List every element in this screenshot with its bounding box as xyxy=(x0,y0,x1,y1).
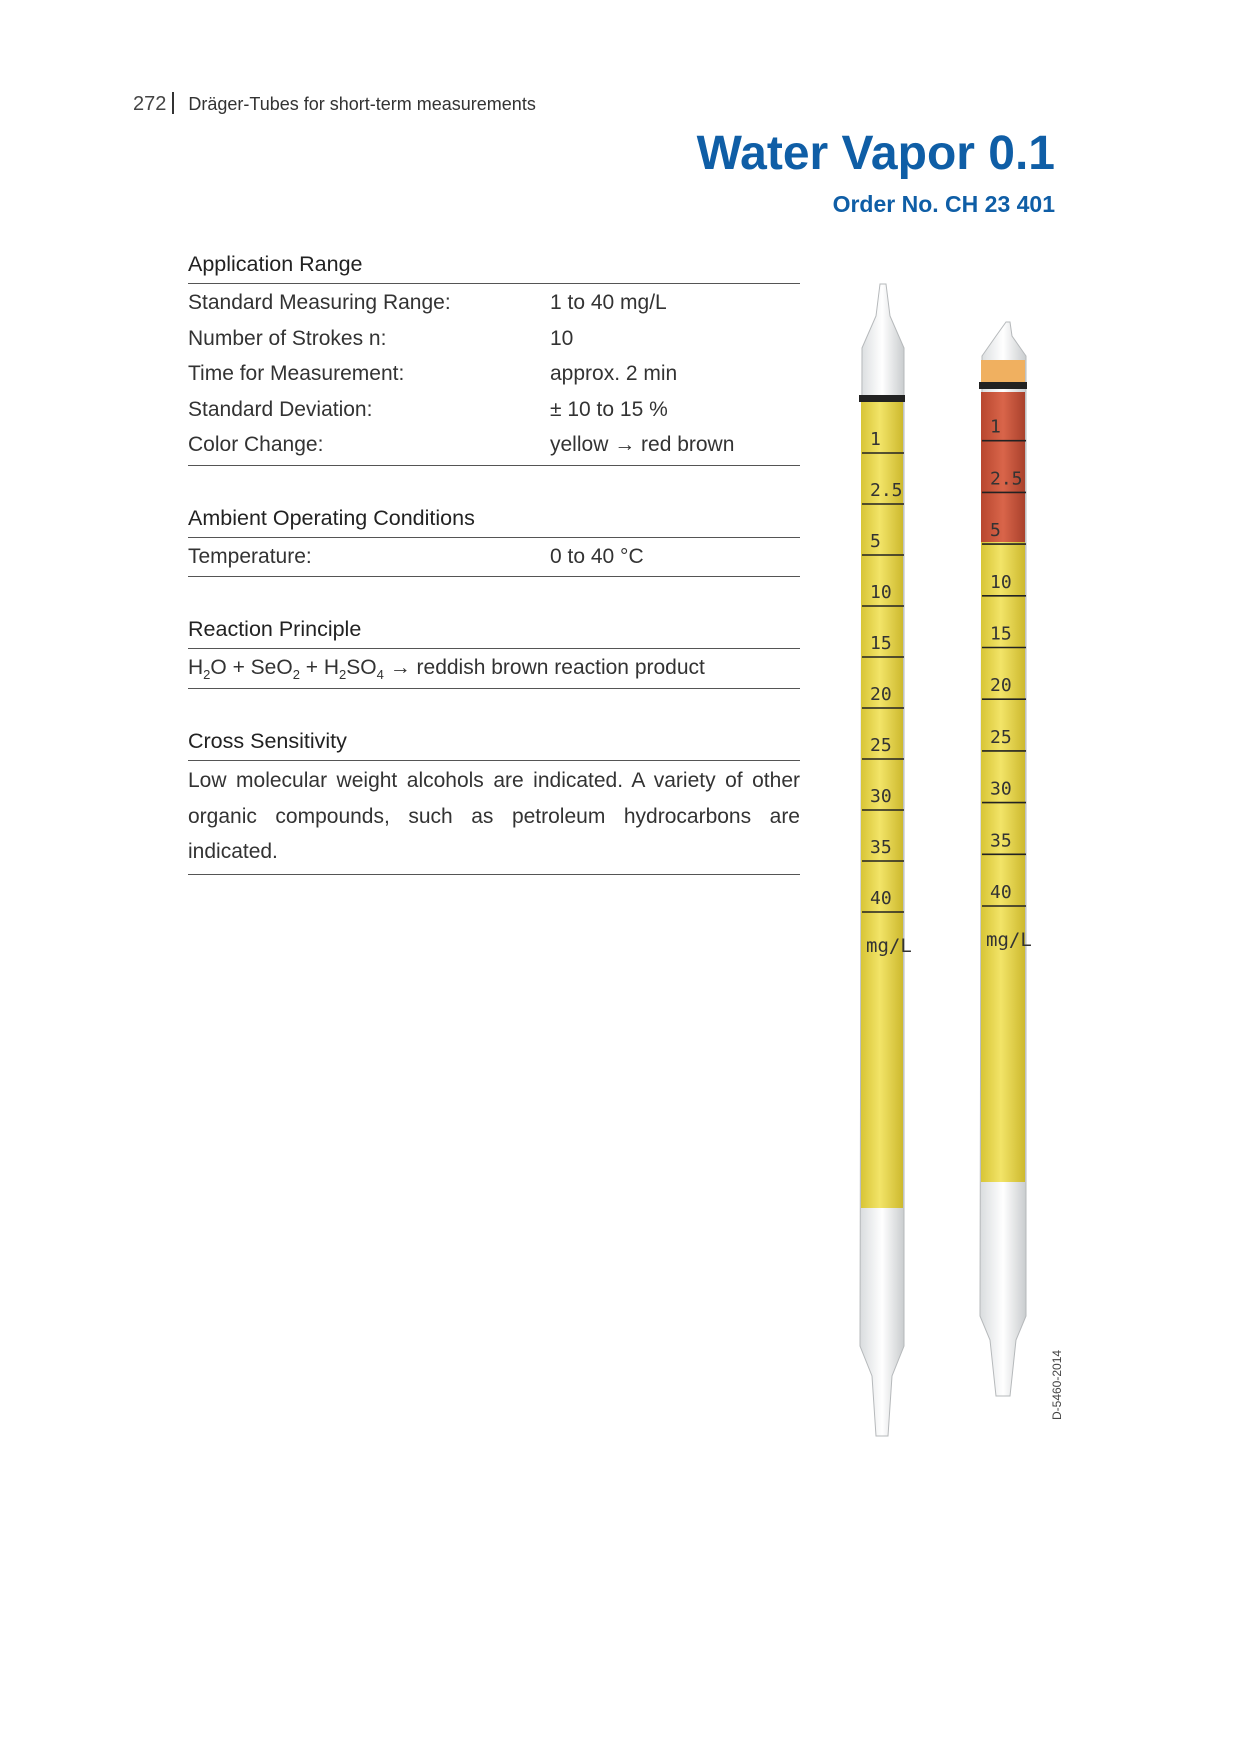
discolored-fill xyxy=(981,392,1025,542)
unit-label: mg/L xyxy=(866,935,912,957)
spec-table xyxy=(188,538,800,578)
scale-label: 15 xyxy=(990,623,1012,645)
running-header xyxy=(133,92,536,116)
unit-label: mg/L xyxy=(986,929,1032,951)
spec-row xyxy=(188,392,800,428)
spec-row xyxy=(188,285,800,321)
scale-label: 20 xyxy=(870,684,892,705)
ambient-conditions-section xyxy=(188,502,800,578)
section-title: Ambient Operating Conditions xyxy=(188,502,800,538)
scale-label: 20 xyxy=(990,675,1012,697)
scale-label: 10 xyxy=(870,582,892,603)
spec-value: 1 to 40 mg/L xyxy=(550,291,667,314)
scale-label: 40 xyxy=(870,888,892,909)
running-title: Dräger-Tubes for short-term measurements xyxy=(188,94,536,114)
scale-label: 35 xyxy=(990,830,1012,852)
spec-value: yellow → red brown xyxy=(550,433,735,456)
unused-tube xyxy=(859,284,905,1436)
tube-band xyxy=(979,382,1027,389)
spec-value: approx. 2 min xyxy=(550,362,678,385)
cross-sensitivity-text: Low molecular weight alcohols are indicated. A variety of other organic compounds, such as petroleum hydrocarbons are indicated. xyxy=(188,769,800,863)
detector-tubes-photo xyxy=(830,276,1064,1541)
scale-label: 30 xyxy=(990,778,1012,800)
order-number: Order No. CH 23 401 xyxy=(832,191,1055,217)
spec-value: 0 to 40 °C xyxy=(550,544,644,568)
application-range-section xyxy=(188,248,800,466)
spec-row xyxy=(188,321,800,357)
spec-label: Time for Measurement: xyxy=(188,362,405,385)
scale-label: 5 xyxy=(870,531,881,552)
cross-box xyxy=(188,761,800,875)
used-tube xyxy=(979,322,1027,1396)
reaction-equation: $H_2O + SeO_2 + H_2SO_4$ → reddish brown reaction product xyxy=(188,656,705,682)
scale-label: 5 xyxy=(990,520,1001,542)
spec-column xyxy=(188,248,800,911)
spec-label: Color Change: xyxy=(188,433,324,456)
spec-label: Standard Measuring Range: xyxy=(188,291,451,314)
spec-label: Number of Strokes n: xyxy=(188,326,387,350)
spec-label: Standard Deviation: xyxy=(188,397,373,421)
spec-row xyxy=(188,356,800,392)
scale-label: 1 xyxy=(990,416,1001,438)
spec-label: Temperature: xyxy=(188,544,312,568)
page-title: Water Vapor 0.1 xyxy=(696,127,1055,180)
scale-label: 40 xyxy=(990,882,1012,903)
scale-label: 25 xyxy=(870,735,892,756)
reaction-box xyxy=(188,649,800,689)
scale-label: 15 xyxy=(870,633,892,654)
scale-label: 35 xyxy=(870,837,892,858)
photo-credit: D-5460-2014 xyxy=(1050,1349,1064,1420)
page-number: 272 xyxy=(133,93,167,115)
spec-row xyxy=(188,427,800,463)
section-title: Reaction Principle xyxy=(188,613,800,649)
tube-band xyxy=(859,395,905,402)
scale-label: 25 xyxy=(990,726,1012,748)
section-title: Application Range xyxy=(188,248,800,284)
scale-label: 1 xyxy=(870,429,881,450)
scale-label: 2.5 xyxy=(870,480,903,501)
scale-label: 30 xyxy=(870,786,892,807)
spec-table xyxy=(188,284,800,466)
spec-row xyxy=(188,539,800,575)
header-divider xyxy=(172,92,174,114)
spec-value: 10 xyxy=(550,326,574,350)
scale-label: 2.5 xyxy=(990,468,1023,490)
scale-label: 10 xyxy=(990,571,1012,593)
reaction-principle-section xyxy=(188,613,800,689)
spec-value: ± 10 to 15 % xyxy=(550,397,668,421)
section-title: Cross Sensitivity xyxy=(188,725,800,761)
cross-sensitivity-section xyxy=(188,725,800,875)
